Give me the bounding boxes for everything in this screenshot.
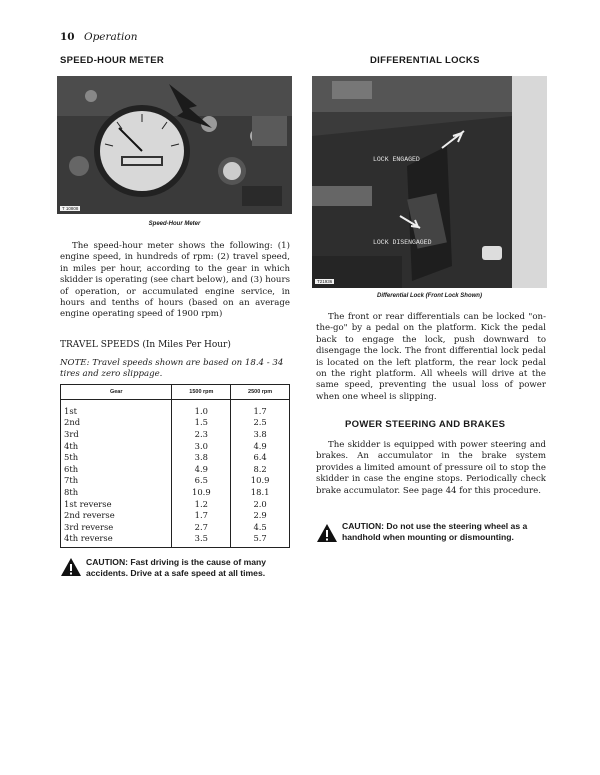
gear-cell: 4th xyxy=(61,440,172,452)
speed-1500-cell: 1.7 xyxy=(172,509,231,521)
speed-1500-cell: 2.7 xyxy=(172,521,231,533)
gear-cell: 3rd reverse xyxy=(61,521,172,533)
speed-hour-meter-photo xyxy=(57,76,292,214)
speed-1500-cell: 4.9 xyxy=(172,463,231,475)
table-row xyxy=(61,486,290,498)
gear-cell: 1st reverse xyxy=(61,498,172,510)
speed-1500-cell: 1.5 xyxy=(172,417,231,429)
travel-speeds-table xyxy=(60,384,290,548)
photo-tag: T21936 xyxy=(317,279,333,284)
gear-cell: 6th xyxy=(61,463,172,475)
paragraph: The skidder is equipped with power steering and brakes. An accumulator in the brake system provides a limited amount of pressure oil to stop the skidder in case the engine stops. Periodically check brake accumulator. See page 44 for this procedure. xyxy=(316,440,546,496)
column-header: 1500 rpm xyxy=(172,385,231,400)
gear-cell: 2nd xyxy=(61,417,172,429)
speed-1500-cell: 10.9 xyxy=(172,486,231,498)
column-header: 2500 rpm xyxy=(231,385,290,400)
speed-2500-cell: 3.8 xyxy=(231,428,290,440)
speed-hour-meter-title: SPEED-HOUR METER xyxy=(60,55,165,66)
speed-1500-cell: 3.0 xyxy=(172,440,231,452)
speed-2500-cell: 2.0 xyxy=(231,498,290,510)
differential-lock-photo xyxy=(312,76,547,288)
speed-1500-cell: 1.2 xyxy=(172,498,231,510)
speed-2500-cell: 2.9 xyxy=(231,509,290,521)
paragraph: The speed-hour meter shows the following: (1) engine speed, in hundreds of rpm: (2) travel speed, in miles per hour, according to the gear in which skidder is operating (see chart below), and (3) hours of operation, or accumulated engine service, in hours and tenths of hours (based on an average engine operating speed of 1900 rpm) xyxy=(60,241,290,320)
table-row xyxy=(61,533,290,548)
lock-engaged-label: LOCK ENGAGED xyxy=(373,156,420,163)
table-row xyxy=(61,400,290,417)
caution-block xyxy=(60,557,82,581)
gear-cell: 7th xyxy=(61,475,172,487)
speed-2500-cell: 2.5 xyxy=(231,417,290,429)
gear-cell: 2nd reverse xyxy=(61,509,172,521)
gear-cell: 1st xyxy=(61,400,172,417)
speed-1500-cell: 3.8 xyxy=(172,451,231,463)
lock-disengaged-label: LOCK DISENGAGED xyxy=(373,239,432,246)
table-row xyxy=(61,451,290,463)
travel-speeds-note: NOTE: Travel speeds shown are based on 18.4 - 34 tires and zero slippage. xyxy=(60,358,284,379)
table-row xyxy=(61,417,290,429)
table-row xyxy=(61,475,290,487)
caution-fast-driving: CAUTION: Fast driving is the cause of many accidents. Drive at a safe speed at all times. xyxy=(86,557,267,578)
differential-lock-caption: Differential Lock (Front Lock Shown) xyxy=(377,293,482,299)
speed-2500-cell: 4.9 xyxy=(231,440,290,452)
column-header: Gear xyxy=(61,385,172,400)
table-row xyxy=(61,440,290,452)
caution-block xyxy=(316,523,338,547)
speed-1500-cell: 6.5 xyxy=(172,475,231,487)
speed-2500-cell: 5.7 xyxy=(231,533,290,548)
speed-2500-cell: 8.2 xyxy=(231,463,290,475)
speed-2500-cell: 1.7 xyxy=(231,400,290,417)
table-row xyxy=(61,428,290,440)
section-name: Operation xyxy=(83,31,138,43)
page-number: 10 xyxy=(60,31,75,43)
speed-1500-cell: 3.5 xyxy=(172,533,231,548)
differential-locks-title: DIFFERENTIAL LOCKS xyxy=(370,55,480,66)
speed-2500-cell: 6.4 xyxy=(231,451,290,463)
speed-hour-meter-image xyxy=(57,76,292,214)
gear-cell: 8th xyxy=(61,486,172,498)
speed-1500-cell: 2.3 xyxy=(172,428,231,440)
speed-2500-cell: 10.9 xyxy=(231,475,290,487)
table-header-row xyxy=(61,385,290,400)
power-steering-text xyxy=(316,440,546,497)
table-row xyxy=(61,463,290,475)
speed-1500-cell: 1.0 xyxy=(172,400,231,417)
page-header xyxy=(60,31,137,43)
speed-2500-cell: 4.5 xyxy=(231,521,290,533)
table-row xyxy=(61,521,290,533)
gear-cell: 5th xyxy=(61,451,172,463)
caution-steering-wheel: CAUTION: Do not use the steering wheel as a handhold when mounting or dismounting. xyxy=(342,521,528,542)
differential-lock-image xyxy=(312,76,547,288)
warning-triangle-icon xyxy=(316,523,338,543)
differential-locks-text xyxy=(316,312,546,403)
speed-2500-cell: 18.1 xyxy=(231,486,290,498)
table-row xyxy=(61,498,290,510)
table-row xyxy=(61,509,290,521)
paragraph: The front or rear differentials can be locked "on-the-go" by a pedal on the platform. Kick the pedal back to engage the lock, push downward to disengage the lock. The front differential lock pedal is located on the left platform, the rear lock pedal on the right platform. All wheels will drive at the same speed, preventing the usual loss of power when one wheel is slipping. xyxy=(316,312,546,402)
gear-cell: 3rd xyxy=(61,428,172,440)
gear-cell: 4th reverse xyxy=(61,533,172,548)
speed-hour-meter-caption: Speed-Hour Meter xyxy=(148,221,201,227)
travel-speeds-title: TRAVEL SPEEDS (In Miles Per Hour) xyxy=(60,340,231,350)
speed-hour-meter-text xyxy=(60,241,290,321)
power-steering-title: POWER STEERING AND BRAKES xyxy=(345,419,506,430)
photo-tag: T 10808 xyxy=(62,206,79,211)
warning-triangle-icon xyxy=(60,557,82,577)
